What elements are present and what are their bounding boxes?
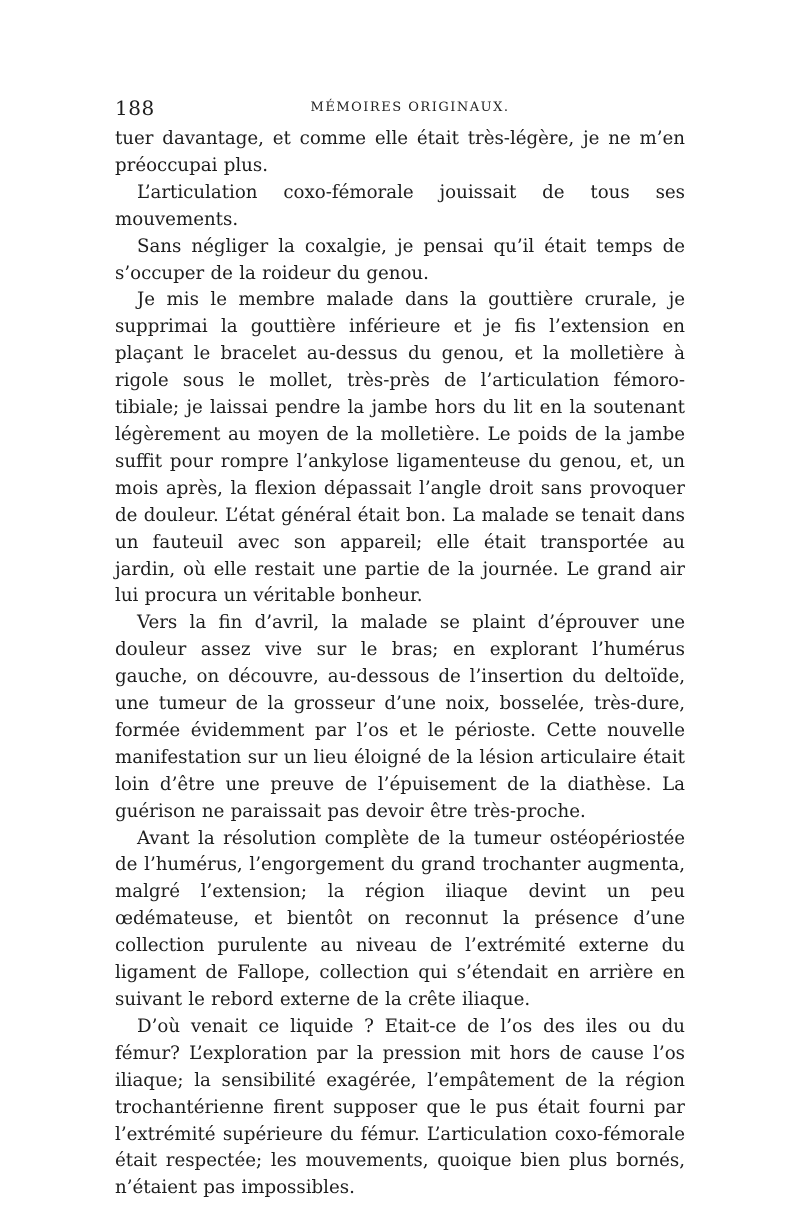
paragraph: L’articulation coxo-fémorale jouissait de tous ses mouvements. (115, 181, 685, 230)
book-page (115, 96, 685, 1202)
paragraph: D’où venait ce liquide ? Etait-ce de l’os des iles ou du fémur? L’exploration par la pression mit hors de cause l’os iliaque; la sensibilité exagérée, l’empâtement de la région trochantérienne firent supposer que le pus était fourni par l’extrémité supérieure du fémur. L’articulation coxo-fémorale était respectée; les mouvements, quoique bien plus bornés, n’étaient pas impossibles. (115, 1015, 685, 1199)
running-title: MÉMOIRES ORIGINAUX. (310, 100, 510, 115)
page-number: 188 (115, 96, 155, 120)
paragraph: Vers la fin d’avril, la malade se plaint d’éprouver une douleur assez vive sur le bras; en explorant l’humérus gauche, on découvre, au-dessous de l’insertion du deltoïde, une tumeur de la grosseur d’une noix, bosselée, très-dure, formée évidemment par l’os et le périoste. Cette nouvelle manifestation sur un lieu éloigné de la lésion articulaire était loin d’être une preuve de l’épuisement de la diathèse. La guérison ne paraissait pas devoir être très-proche. (115, 612, 685, 822)
paragraph: Sans négliger la coxalgie, je pensai qu’il était temps de s’occuper de la roideur du genou. (115, 235, 685, 284)
running-head (115, 96, 685, 122)
paragraph: Avant la résolution complète de la tumeur ostéopériostée de l’humérus, l’engorgement du grand trochanter augmenta, malgré l’extension; la région iliaque devint un peu œdémateuse, et bientôt on reconnut la présence d’une collection purulente au niveau de l’extrémité externe du ligament de Fallope, collection qui s’étendait en arrière en suivant le rebord externe de la crête iliaque. (115, 827, 685, 1010)
paragraph: Je mis le membre malade dans la gouttière crurale, je supprimai la gouttière inférieure et je fis l’extension en plaçant le bracelet au-dessus du genou, et la molletière à rigole sous le mollet, très-près de l’articulation fémoro-tibiale; je laissai pendre la jambe hors du lit en la soutenant légèrement au moyen de la molletière. Le poids de la jambe suffit pour rompre l’ankylose ligamenteuse du genou, et, un mois après, la flexion dépassait l’angle droit sans provoquer de douleur. L’état général était bon. La malade se tenait dans un fauteuil avec son appareil; elle était transportée au jardin, où elle restait une partie de la journée. Le grand air lui procura un véritable bonheur. (115, 289, 685, 607)
paragraph-continuation: tuer davantage, et comme elle était très-légère, je ne m’en préoccupai plus. (115, 128, 685, 176)
body-text (115, 126, 685, 1202)
